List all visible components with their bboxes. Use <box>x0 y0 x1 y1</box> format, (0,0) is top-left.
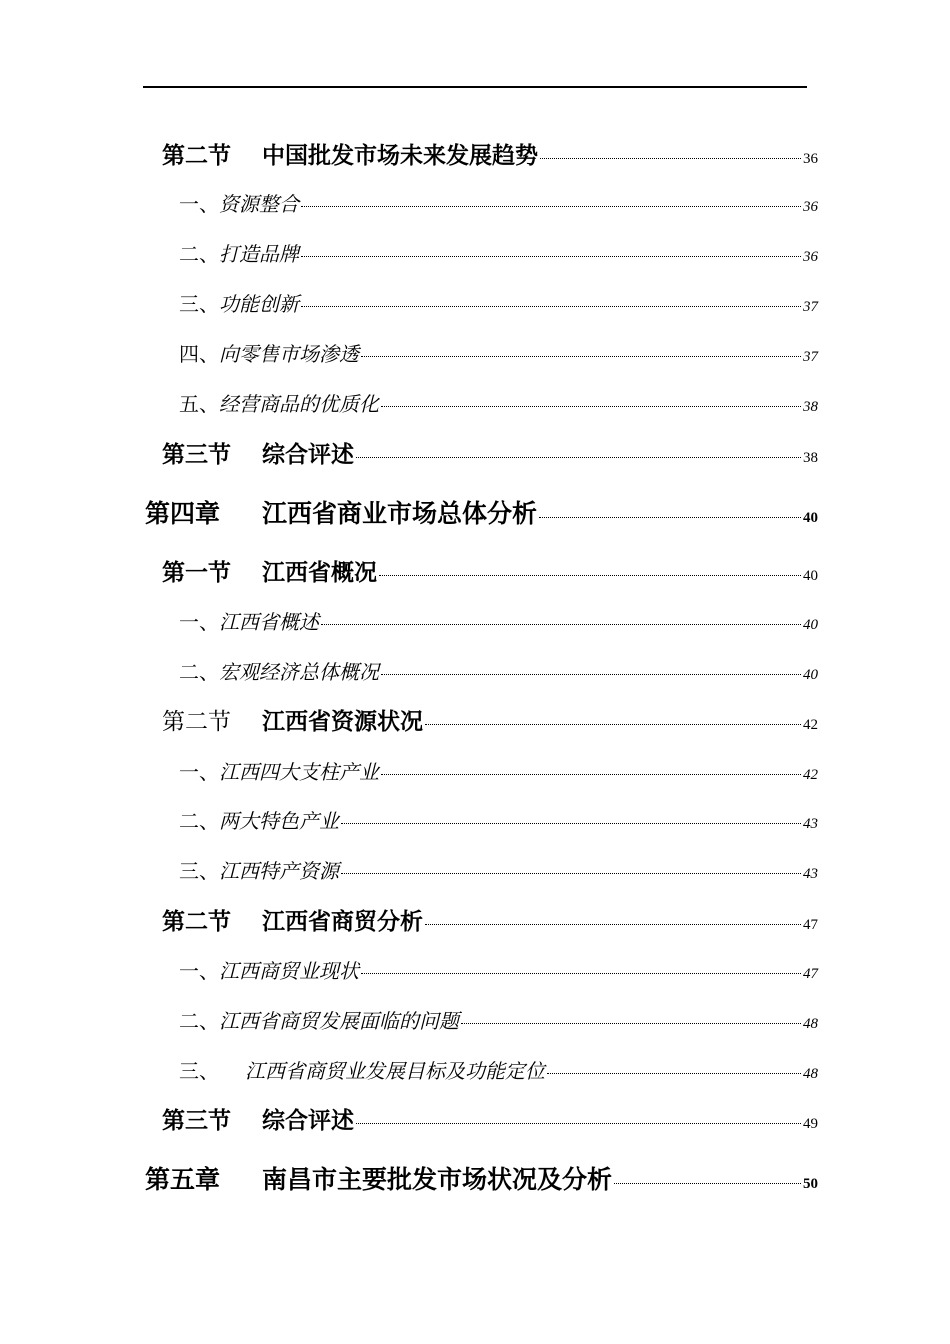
entry-title: 江西省商贸发展面临的问题 <box>219 1009 459 1033</box>
entry-page: 43 <box>803 866 818 882</box>
dot-leader <box>361 973 801 974</box>
toc-entry[interactable] <box>179 1055 818 1084</box>
entry-title: 南昌市主要批发市场状况及分析 <box>262 1165 613 1194</box>
dot-leader <box>461 1023 801 1024</box>
entry-label: 二、 <box>179 809 219 833</box>
entry-title: 两大特色产业 <box>219 809 339 833</box>
toc-entry[interactable] <box>179 855 818 884</box>
toc-entry[interactable] <box>179 188 818 217</box>
entry-title: 综合评述 <box>262 1108 354 1134</box>
toc-entry[interactable] <box>145 494 818 530</box>
entry-label: 第二节 <box>162 143 231 169</box>
entry-title: 向零售市场渗透 <box>219 342 359 366</box>
entry-page: 48 <box>803 1066 818 1082</box>
entry-page: 42 <box>803 717 818 733</box>
entry-label: 一、 <box>179 192 219 216</box>
dot-leader <box>381 774 801 775</box>
entry-label: 第二节 <box>162 909 231 935</box>
entry-title: 江西省概述 <box>219 610 319 634</box>
entry-label: 五、 <box>179 392 219 416</box>
entry-title: 江西省商业市场总体分析 <box>262 499 538 528</box>
entry-page: 43 <box>803 816 818 832</box>
entry-label: 一、 <box>179 760 219 784</box>
entry-title: 经营商品的优质化 <box>219 392 379 416</box>
entry-title: 江西四大支柱产业 <box>219 760 379 784</box>
entry-title: 江西商贸业现状 <box>219 959 359 983</box>
entry-page: 47 <box>803 917 818 933</box>
entry-page: 38 <box>803 399 818 415</box>
dot-leader <box>356 1123 801 1124</box>
dot-leader <box>540 158 801 159</box>
entry-title: 江西省商贸业发展目标及功能定位 <box>245 1059 545 1083</box>
entry-label: 四、 <box>179 342 219 366</box>
toc-entry[interactable] <box>179 1005 818 1034</box>
dot-leader <box>425 924 801 925</box>
entry-label: 第三节 <box>162 442 231 468</box>
dot-leader <box>381 674 801 675</box>
dot-leader <box>321 624 801 625</box>
entry-label: 三、 <box>179 292 219 316</box>
toc-entry[interactable] <box>162 903 818 936</box>
entry-page: 36 <box>803 199 818 215</box>
dot-leader <box>341 873 801 874</box>
entry-label: 三、 <box>179 1059 219 1083</box>
entry-page: 37 <box>803 299 818 315</box>
entry-page: 40 <box>803 617 818 633</box>
toc-entry[interactable] <box>179 388 818 417</box>
entry-page: 48 <box>803 1016 818 1032</box>
entry-label: 三、 <box>179 859 219 883</box>
entry-title: 功能创新 <box>219 292 299 316</box>
dot-leader <box>361 356 801 357</box>
entry-title: 江西省概况 <box>262 560 377 586</box>
dot-leader <box>301 256 801 257</box>
entry-label: 第二节 <box>162 709 231 735</box>
toc-entry[interactable] <box>179 288 818 317</box>
entry-page: 40 <box>803 510 818 526</box>
entry-title: 打造品牌 <box>219 242 299 266</box>
toc-entry[interactable] <box>179 756 818 785</box>
dot-leader <box>539 517 801 518</box>
toc-entry[interactable] <box>162 436 818 469</box>
entry-label: 第三节 <box>162 1108 231 1134</box>
toc-entry[interactable] <box>179 805 818 834</box>
toc-entry[interactable] <box>179 606 818 635</box>
toc-entry[interactable] <box>179 955 818 984</box>
entry-label: 二、 <box>179 242 219 266</box>
dot-leader <box>379 575 801 576</box>
entry-page: 36 <box>803 151 818 167</box>
toc-entry[interactable] <box>179 238 818 267</box>
entry-page: 49 <box>803 1116 818 1132</box>
toc-entry[interactable] <box>179 338 818 367</box>
toc-entry[interactable] <box>162 1102 818 1135</box>
toc-entry[interactable] <box>162 554 818 587</box>
entry-label: 二、 <box>179 1009 219 1033</box>
toc-entry[interactable] <box>145 1160 818 1196</box>
entry-page: 37 <box>803 349 818 365</box>
dot-leader <box>614 1183 801 1184</box>
entry-page: 36 <box>803 249 818 265</box>
entry-label: 第五章 <box>145 1165 221 1194</box>
dot-leader <box>301 306 801 307</box>
entry-title: 江西省资源状况 <box>262 709 423 735</box>
entry-title: 江西省商贸分析 <box>262 909 423 935</box>
entry-label: 一、 <box>179 610 219 634</box>
entry-page: 40 <box>803 667 818 683</box>
entry-page: 42 <box>803 767 818 783</box>
toc-entry[interactable] <box>162 137 818 170</box>
entry-page: 38 <box>803 450 818 466</box>
entry-title: 中国批发市场未来发展趋势 <box>262 143 538 169</box>
dot-leader <box>425 724 801 725</box>
entry-title: 江西特产资源 <box>219 859 339 883</box>
entry-page: 47 <box>803 966 818 982</box>
dot-leader <box>341 823 801 824</box>
entry-title: 宏观经济总体概况 <box>219 660 379 684</box>
entry-label: 二、 <box>179 660 219 684</box>
entry-page: 50 <box>803 1176 818 1192</box>
toc-entry[interactable] <box>179 656 818 685</box>
dot-leader <box>381 406 801 407</box>
entry-label: 一、 <box>179 959 219 983</box>
dot-leader <box>301 206 801 207</box>
entry-label: 第一节 <box>162 560 231 586</box>
entry-label: 第四章 <box>145 499 221 528</box>
entry-title: 资源整合 <box>219 192 299 216</box>
dot-leader <box>356 457 801 458</box>
toc-entry[interactable] <box>162 703 818 736</box>
entry-title: 综合评述 <box>262 442 354 468</box>
entry-page: 40 <box>803 568 818 584</box>
dot-leader <box>547 1073 801 1074</box>
